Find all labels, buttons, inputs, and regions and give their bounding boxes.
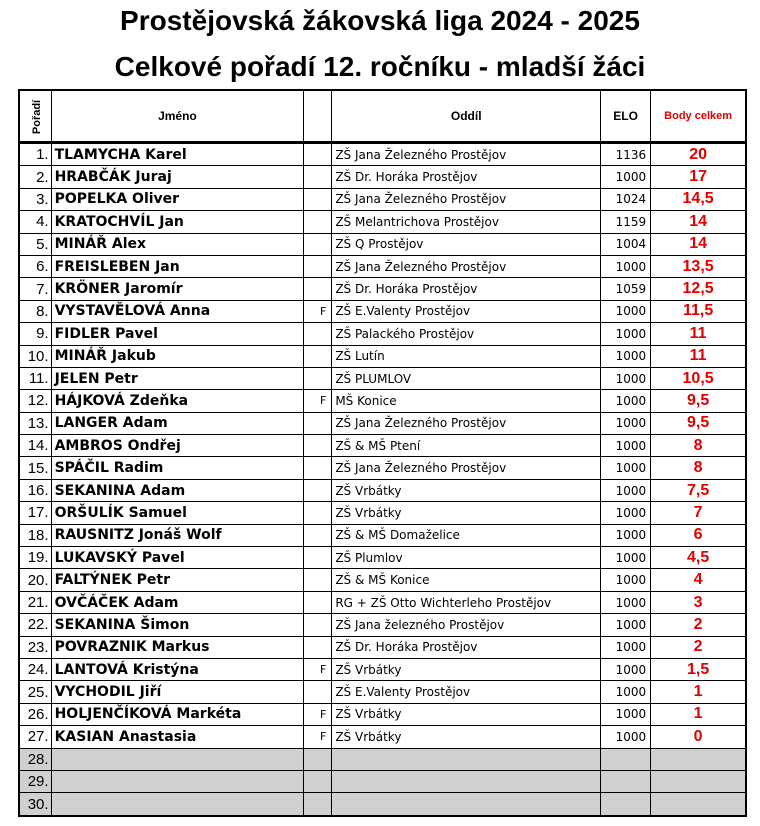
points-cell: 11 [651, 345, 746, 367]
club-cell: ZŠ Plumlov [332, 547, 601, 569]
rank-cell: 10. [19, 345, 51, 367]
table-row [19, 793, 746, 816]
elo-cell: 1000 [601, 479, 651, 501]
gender-cell [304, 569, 332, 591]
club-cell: ZŠ & MŠ Domaželice [332, 524, 601, 546]
name-cell: SEKANINA Šimon [51, 614, 304, 636]
gender-cell [304, 591, 332, 613]
gender-cell: F [304, 300, 332, 322]
club-cell: ZŠ Jana Železného Prostějov [332, 255, 601, 277]
page-subtitle: Celkové pořadí 12. ročníku - mladší žáci [114, 51, 646, 82]
elo-cell [601, 770, 651, 792]
elo-cell: 1159 [601, 211, 651, 233]
header-club: Oddíl [332, 90, 601, 143]
club-cell: ZŠ & MŠ Ptení [332, 435, 601, 457]
points-cell: 1 [651, 681, 746, 703]
club-cell: ZŠ Vrbátky [332, 502, 601, 524]
elo-cell: 1000 [601, 166, 651, 188]
table-row [19, 188, 746, 210]
points-cell: 14,5 [651, 188, 746, 210]
header-gender [304, 90, 332, 143]
name-cell [51, 770, 304, 792]
gender-cell [304, 502, 332, 524]
rank-cell: 6. [19, 255, 51, 277]
club-cell: ZŠ Lutín [332, 345, 601, 367]
table-row [19, 569, 746, 591]
rank-cell: 8. [19, 300, 51, 322]
table-row [19, 703, 746, 725]
elo-cell: 1000 [601, 703, 651, 725]
club-cell: ZŠ Jana Železného Prostějov [332, 143, 601, 166]
name-cell: TLAMYCHA Karel [51, 143, 304, 166]
rank-cell: 4. [19, 211, 51, 233]
rank-cell: 3. [19, 188, 51, 210]
gender-cell [304, 412, 332, 434]
club-cell: MŠ Konice [332, 390, 601, 412]
points-cell: 13,5 [651, 255, 746, 277]
club-cell: ZŠ Vrbátky [332, 703, 601, 725]
name-cell: FALTÝNEK Petr [51, 569, 304, 591]
gender-cell [304, 143, 332, 166]
table-row [19, 390, 746, 412]
gender-cell [304, 636, 332, 658]
points-cell: 7 [651, 502, 746, 524]
header-points: Body celkem [651, 90, 746, 143]
gender-cell [304, 367, 332, 389]
gender-cell [304, 255, 332, 277]
name-cell: JELEN Petr [51, 367, 304, 389]
points-cell: 9,5 [651, 412, 746, 434]
gender-cell [304, 547, 332, 569]
name-cell: KRÖNER Jaromír [51, 278, 304, 300]
gender-cell [304, 479, 332, 501]
points-cell: 17 [651, 166, 746, 188]
table-row [19, 166, 746, 188]
rank-cell: 28. [19, 748, 51, 770]
name-cell: LANTOVÁ Kristýna [51, 658, 304, 680]
name-cell: AMBROS Ondřej [51, 435, 304, 457]
club-cell: ZŠ Q Prostějov [332, 233, 601, 255]
elo-cell [601, 793, 651, 816]
name-cell: RAUSNITZ Jonáš Wolf [51, 524, 304, 546]
table-row [19, 479, 746, 501]
club-cell: ZŠ Dr. Horáka Prostějov [332, 278, 601, 300]
rank-cell: 2. [19, 166, 51, 188]
points-cell: 2 [651, 636, 746, 658]
points-cell: 2 [651, 614, 746, 636]
table-row [19, 547, 746, 569]
club-cell [332, 770, 601, 792]
points-cell: 11,5 [651, 300, 746, 322]
elo-cell: 1000 [601, 390, 651, 412]
table-row [19, 412, 746, 434]
club-cell: RG + ZŠ Otto Wichterleho Prostějov [332, 591, 601, 613]
page-title: Prostějovská žákovská liga 2024 - 2025 [120, 5, 640, 36]
elo-cell: 1000 [601, 435, 651, 457]
table-row [19, 345, 746, 367]
elo-cell: 1000 [601, 569, 651, 591]
elo-cell: 1000 [601, 658, 651, 680]
club-cell [332, 793, 601, 816]
gender-cell [304, 435, 332, 457]
header-rank [19, 90, 51, 143]
rank-cell: 7. [19, 278, 51, 300]
table-row [19, 614, 746, 636]
elo-cell: 1000 [601, 547, 651, 569]
club-cell: ZŠ Palackého Prostějov [332, 323, 601, 345]
rank-cell: 19. [19, 547, 51, 569]
rank-cell: 15. [19, 457, 51, 479]
name-cell: OVČÁČEK Adam [51, 591, 304, 613]
name-cell: SEKANINA Adam [51, 479, 304, 501]
club-cell: ZŠ Vrbátky [332, 479, 601, 501]
name-cell: KRATOCHVÍL Jan [51, 211, 304, 233]
rank-cell: 12. [19, 390, 51, 412]
points-cell: 8 [651, 435, 746, 457]
name-cell: HÁJKOVÁ Zdeňka [51, 390, 304, 412]
elo-cell: 1136 [601, 143, 651, 166]
points-cell: 8 [651, 457, 746, 479]
rank-cell: 9. [19, 323, 51, 345]
points-cell [651, 793, 746, 816]
name-cell: SPÁČIL Radim [51, 457, 304, 479]
rank-cell: 30. [19, 793, 51, 816]
elo-cell: 1000 [601, 457, 651, 479]
name-cell: FREISLEBEN Jan [51, 255, 304, 277]
gender-cell [304, 614, 332, 636]
name-cell: VYCHODIL Jiří [51, 681, 304, 703]
name-cell: ORŠULÍK Samuel [51, 502, 304, 524]
elo-cell: 1000 [601, 591, 651, 613]
rank-cell: 11. [19, 367, 51, 389]
gender-cell [304, 770, 332, 792]
gender-cell: F [304, 390, 332, 412]
gender-cell [304, 278, 332, 300]
table-row [19, 367, 746, 389]
gender-cell [304, 793, 332, 816]
rank-cell: 23. [19, 636, 51, 658]
points-cell: 1,5 [651, 658, 746, 680]
elo-cell: 1000 [601, 614, 651, 636]
club-cell [332, 748, 601, 770]
header-rank-label: Pořadí [31, 99, 44, 135]
club-cell: ZŠ Jana Železného Prostějov [332, 188, 601, 210]
club-cell: ZŠ Vrbátky [332, 658, 601, 680]
points-cell: 3 [651, 591, 746, 613]
standings-table [18, 89, 747, 817]
points-cell: 12,5 [651, 278, 746, 300]
rank-cell: 27. [19, 726, 51, 748]
club-cell: ZŠ PLUMLOV [332, 367, 601, 389]
elo-cell: 1000 [601, 300, 651, 322]
gender-cell [304, 166, 332, 188]
club-cell: ZŠ Jana železného Prostějov [332, 614, 601, 636]
name-cell: HRABČÁK Juraj [51, 166, 304, 188]
club-cell: ZŠ Jana Železného Prostějov [332, 457, 601, 479]
table-row [19, 770, 746, 792]
table-body [19, 143, 746, 816]
points-cell [651, 770, 746, 792]
gender-cell [304, 524, 332, 546]
name-cell: LANGER Adam [51, 412, 304, 434]
gender-cell [304, 681, 332, 703]
gender-cell: F [304, 726, 332, 748]
rank-cell: 18. [19, 524, 51, 546]
gender-cell [304, 323, 332, 345]
club-cell: ZŠ E.Valenty Prostějov [332, 681, 601, 703]
table-row [19, 300, 746, 322]
rank-cell: 21. [19, 591, 51, 613]
name-cell [51, 748, 304, 770]
club-cell: ZŠ & MŠ Konice [332, 569, 601, 591]
name-cell: FIDLER Pavel [51, 323, 304, 345]
rank-cell: 25. [19, 681, 51, 703]
table-row [19, 278, 746, 300]
table-row [19, 143, 746, 166]
table-row [19, 726, 746, 748]
elo-cell: 1000 [601, 345, 651, 367]
name-cell: VYSTAVĚLOVÁ Anna [51, 300, 304, 322]
elo-cell: 1000 [601, 502, 651, 524]
header-name: Jméno [51, 90, 304, 143]
points-cell: 14 [651, 211, 746, 233]
points-cell: 6 [651, 524, 746, 546]
gender-cell [304, 345, 332, 367]
club-cell: ZŠ E.Valenty Prostějov [332, 300, 601, 322]
elo-cell: 1059 [601, 278, 651, 300]
name-cell: POPELKA Oliver [51, 188, 304, 210]
elo-cell: 1000 [601, 524, 651, 546]
header-row [19, 90, 746, 143]
gender-cell [304, 748, 332, 770]
points-cell: 4,5 [651, 547, 746, 569]
rank-cell: 24. [19, 658, 51, 680]
table-row [19, 636, 746, 658]
name-cell: HOLJENČÍKOVÁ Markéta [51, 703, 304, 725]
rank-cell: 22. [19, 614, 51, 636]
club-cell: ZŠ Dr. Horáka Prostějov [332, 166, 601, 188]
rank-cell: 13. [19, 412, 51, 434]
rank-cell: 14. [19, 435, 51, 457]
table-row [19, 233, 746, 255]
elo-cell: 1000 [601, 255, 651, 277]
header-elo: ELO [601, 90, 651, 143]
elo-cell: 1000 [601, 726, 651, 748]
points-cell: 0 [651, 726, 746, 748]
rank-cell: 5. [19, 233, 51, 255]
name-cell: POVRAZNIK Markus [51, 636, 304, 658]
rank-cell: 17. [19, 502, 51, 524]
elo-cell [601, 748, 651, 770]
rank-cell: 26. [19, 703, 51, 725]
points-cell: 4 [651, 569, 746, 591]
rank-cell: 20. [19, 569, 51, 591]
name-cell: LUKAVSKÝ Pavel [51, 547, 304, 569]
name-cell: MINÁŘ Jakub [51, 345, 304, 367]
elo-cell: 1004 [601, 233, 651, 255]
gender-cell [304, 233, 332, 255]
rank-cell: 29. [19, 770, 51, 792]
name-cell: MINÁŘ Alex [51, 233, 304, 255]
elo-cell: 1000 [601, 367, 651, 389]
points-cell: 9,5 [651, 390, 746, 412]
club-cell: ZŠ Vrbátky [332, 726, 601, 748]
points-cell: 14 [651, 233, 746, 255]
table-row [19, 524, 746, 546]
gender-cell [304, 457, 332, 479]
table-row [19, 435, 746, 457]
table-row [19, 681, 746, 703]
table-row [19, 591, 746, 613]
points-cell: 10,5 [651, 367, 746, 389]
elo-cell: 1000 [601, 681, 651, 703]
table-row [19, 323, 746, 345]
points-cell: 7,5 [651, 479, 746, 501]
table-row [19, 457, 746, 479]
gender-cell [304, 211, 332, 233]
table-row [19, 255, 746, 277]
points-cell: 20 [651, 143, 746, 166]
rank-cell: 16. [19, 479, 51, 501]
club-cell: ZŠ Dr. Horáka Prostějov [332, 636, 601, 658]
rank-cell: 1. [19, 143, 51, 166]
gender-cell: F [304, 658, 332, 680]
points-cell: 1 [651, 703, 746, 725]
table-row [19, 211, 746, 233]
table-row [19, 658, 746, 680]
elo-cell: 1024 [601, 188, 651, 210]
points-cell [651, 748, 746, 770]
elo-cell: 1000 [601, 636, 651, 658]
club-cell: ZŠ Jana Železného Prostějov [332, 412, 601, 434]
elo-cell: 1000 [601, 412, 651, 434]
points-cell: 11 [651, 323, 746, 345]
name-cell: KASIAN Anastasia [51, 726, 304, 748]
table-row [19, 748, 746, 770]
elo-cell: 1000 [601, 323, 651, 345]
gender-cell: F [304, 703, 332, 725]
name-cell [51, 793, 304, 816]
gender-cell [304, 188, 332, 210]
club-cell: ZŠ Melantrichova Prostějov [332, 211, 601, 233]
table-row [19, 502, 746, 524]
